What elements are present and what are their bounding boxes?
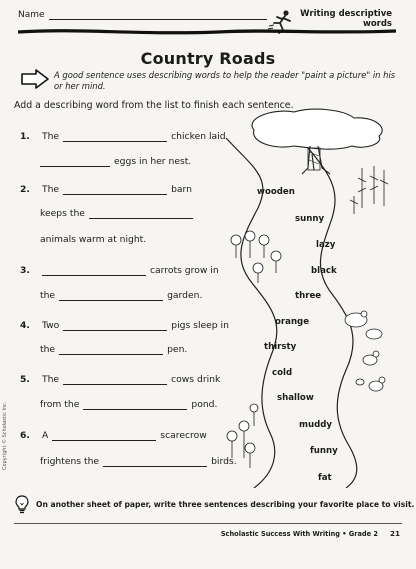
sentence-number: 4. — [20, 320, 30, 331]
sentence-text: keeps the — [40, 208, 85, 219]
sentence-text: frightens the — [40, 456, 100, 467]
answer-blank[interactable] — [40, 157, 110, 167]
answer-blank[interactable] — [103, 457, 207, 467]
word-list-item: orange — [275, 317, 310, 327]
answer-blank[interactable] — [42, 266, 146, 276]
name-blank[interactable] — [49, 11, 267, 20]
sentence-text: pigs sleep in — [171, 320, 229, 331]
answer-blank[interactable] — [52, 431, 156, 441]
sentence-text: A — [42, 430, 49, 441]
sentence-5-line-2 — [40, 399, 217, 410]
header-brush-rule — [18, 26, 396, 38]
sentence-text: The — [42, 374, 60, 385]
answer-blank[interactable] — [89, 209, 193, 219]
sentence-6-line-2 — [40, 456, 237, 467]
word-list-item: wooden — [257, 187, 295, 197]
word-list-item: muddy — [299, 420, 332, 430]
arrow-icon — [20, 68, 50, 90]
sentence-5-line-1 — [20, 374, 220, 385]
answer-blank[interactable] — [59, 291, 163, 301]
corn-stalk-icon — [350, 166, 388, 214]
word-list-item: fat — [318, 473, 332, 483]
answer-blank[interactable] — [59, 345, 163, 355]
sentence-text: animals warm at night. — [40, 234, 147, 245]
sentence-2-line-1 — [20, 184, 192, 195]
instruction-text: Add a describing word from the list to finish each sentence. — [14, 100, 294, 111]
sentence-text: chicken laid — [171, 131, 226, 142]
copyright-text: Copyright © Scholastic Inc. — [2, 401, 8, 470]
name-field — [18, 10, 267, 20]
sentence-text: from the — [40, 399, 80, 410]
sentence-1-line-2 — [40, 156, 191, 167]
word-list-item: sunny — [295, 214, 325, 224]
section-title-line1: Writing descriptive — [300, 9, 392, 19]
section-title-line2: words — [362, 19, 392, 29]
answer-blank[interactable] — [83, 400, 187, 410]
sentence-number: 6. — [20, 430, 30, 441]
sentence-text: Two — [42, 320, 60, 331]
answer-blank[interactable] — [63, 185, 167, 195]
sentence-2-line-2 — [40, 208, 197, 219]
sentence-text: barn — [171, 184, 192, 195]
sentence-1-line-1 — [20, 131, 226, 142]
page-title: Country Roads — [140, 49, 276, 68]
sentence-number: 1. — [20, 131, 30, 142]
sentence-text: The — [42, 131, 60, 142]
pigs-icon — [345, 311, 382, 339]
book-title: Scholastic Success With Writing • Grade 2 — [220, 530, 378, 538]
name-label: Name — [18, 10, 45, 20]
footer-divider — [14, 523, 402, 524]
answer-blank[interactable] — [63, 321, 167, 331]
sentence-text: The — [42, 184, 60, 195]
lightbulb-icon — [14, 494, 30, 514]
sentence-4-line-2 — [40, 344, 187, 355]
sentence-text: scarecrow — [160, 430, 207, 441]
sentence-number: 2. — [20, 184, 30, 195]
extension-activity-note: On another sheet of paper, write three sentences describing your favorite place to visit. — [36, 500, 415, 509]
page-number: 21 — [389, 529, 400, 538]
word-list-item: three — [295, 291, 322, 301]
tree-icon — [252, 109, 382, 174]
sentence-text: garden. — [167, 290, 203, 301]
answer-blank[interactable] — [63, 375, 167, 385]
sentence-text: the — [40, 290, 56, 301]
word-list-item: funny — [310, 446, 338, 456]
sentence-2-line-3 — [40, 234, 146, 245]
sentence-text: the — [40, 344, 56, 355]
sentence-text: carrots grow in — [150, 265, 219, 276]
sentence-3-line-2 — [40, 290, 202, 301]
word-list-item: thirsty — [264, 342, 297, 352]
sentence-3-line-1 — [20, 265, 219, 276]
word-list-item: shallow — [277, 393, 314, 403]
answer-blank[interactable] — [63, 132, 167, 142]
sentence-text: pond. — [191, 399, 218, 410]
word-list-item: black — [311, 266, 337, 276]
sentence-4-line-1 — [20, 320, 229, 331]
sentence-number: 3. — [20, 265, 30, 276]
word-list-item: cold — [272, 368, 293, 378]
intro-text: A good sentence uses describing words to help the reader "paint a picture" in his or her mind. — [54, 70, 396, 91]
sentence-6-line-1 — [20, 430, 207, 441]
sentence-text: pen. — [167, 344, 188, 355]
sentence-text: eggs in her nest. — [114, 156, 192, 167]
chickens-icon — [356, 351, 385, 391]
sentence-number: 5. — [20, 374, 30, 385]
word-list-item: lazy — [316, 240, 336, 250]
sentence-text: birds. — [211, 456, 237, 467]
sentence-text: cows drink — [171, 374, 221, 385]
